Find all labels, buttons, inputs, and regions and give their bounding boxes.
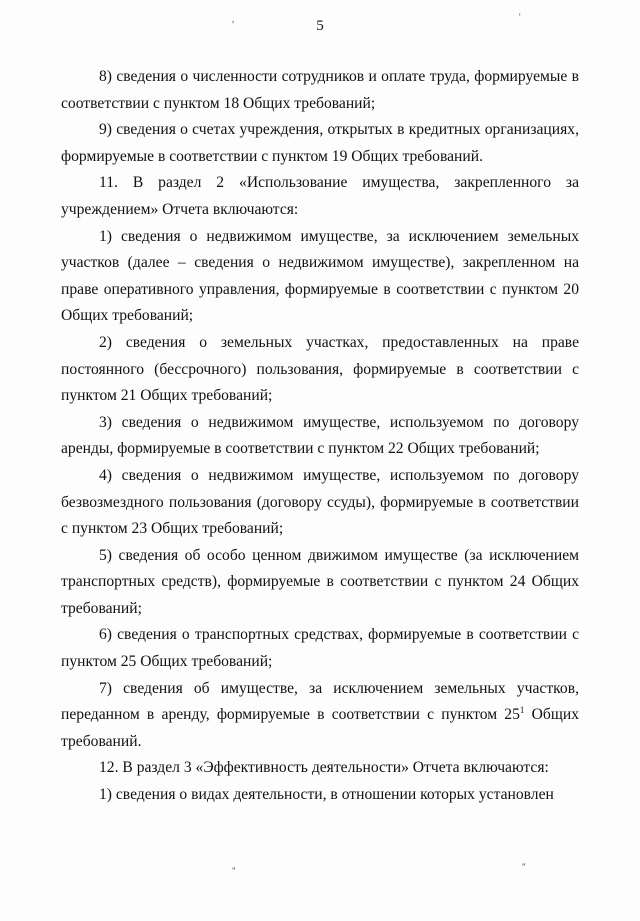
paragraph-text: Общих требований.	[61, 706, 579, 750]
scan-artifact: ,	[232, 14, 235, 24]
paragraph: 4) сведения о недвижимом имуществе, используемом по договору безвозмездного пользования (договору ссуды), формируемые в соответствии с пунктом 23 Общих требований;	[61, 466, 579, 538]
paragraph-text: 7) сведения об имуществе, за исключением земельных участков, переданном в аренду, формируемые в соответствии с пунктом 25	[61, 679, 579, 724]
page-number: 5	[316, 18, 324, 34]
scan-artifact: '	[519, 12, 521, 22]
paragraph: 1) сведения о недвижимом имуществе, за исключением земельных участков (далее – сведения о недвижимом имуществе), закрепленном на праве оперативного управления, формируемые в соответствии с пунктом 20 Общих требований;	[61, 227, 579, 325]
paragraph: 5) сведения об особо ценном движимом имуществе (за исключением транспортных средств), формируемые в соответствии с пунктом 24 Общих требований;	[61, 546, 579, 617]
paragraph: 9) сведения о счетах учреждения, открытых в кредитных организациях, формируемые в соответствии с пунктом 19 Общих требований.	[61, 121, 579, 165]
paragraph	[61, 676, 579, 756]
scan-artifact: "	[232, 866, 236, 876]
paragraph: 12. В раздел 3 «Эффективность деятельности» Отчета включаются:	[99, 759, 549, 777]
paragraph: 1) сведения о видах деятельности, в отношении которых установлен	[99, 786, 554, 804]
paragraph: 2) сведения о земельных участках, предоставленных на праве постоянного (бессрочного) пользования, формируемые в соответствии с пунктом 21 Общих требований;	[61, 333, 579, 405]
paragraph: 6) сведения о транспортных средствах, формируемые в соответствии с пунктом 25 Общих требований;	[61, 626, 579, 671]
document-body	[61, 64, 579, 809]
paragraph: 3) сведения о недвижимом имуществе, используемом по договору аренды, формируемые в соответствии с пунктом 22 Общих требований;	[61, 413, 579, 458]
scan-artifact: "	[522, 862, 526, 872]
paragraph: 8) сведения о численности сотрудников и оплате труда, формируемые в соответствии с пунктом 18 Общих требований;	[61, 68, 579, 112]
paragraph: 11. В раздел 2 «Использование имущества, закрепленного за учреждением» Отчета включаются:	[61, 174, 579, 218]
footnote-superscript: 1	[519, 705, 525, 716]
